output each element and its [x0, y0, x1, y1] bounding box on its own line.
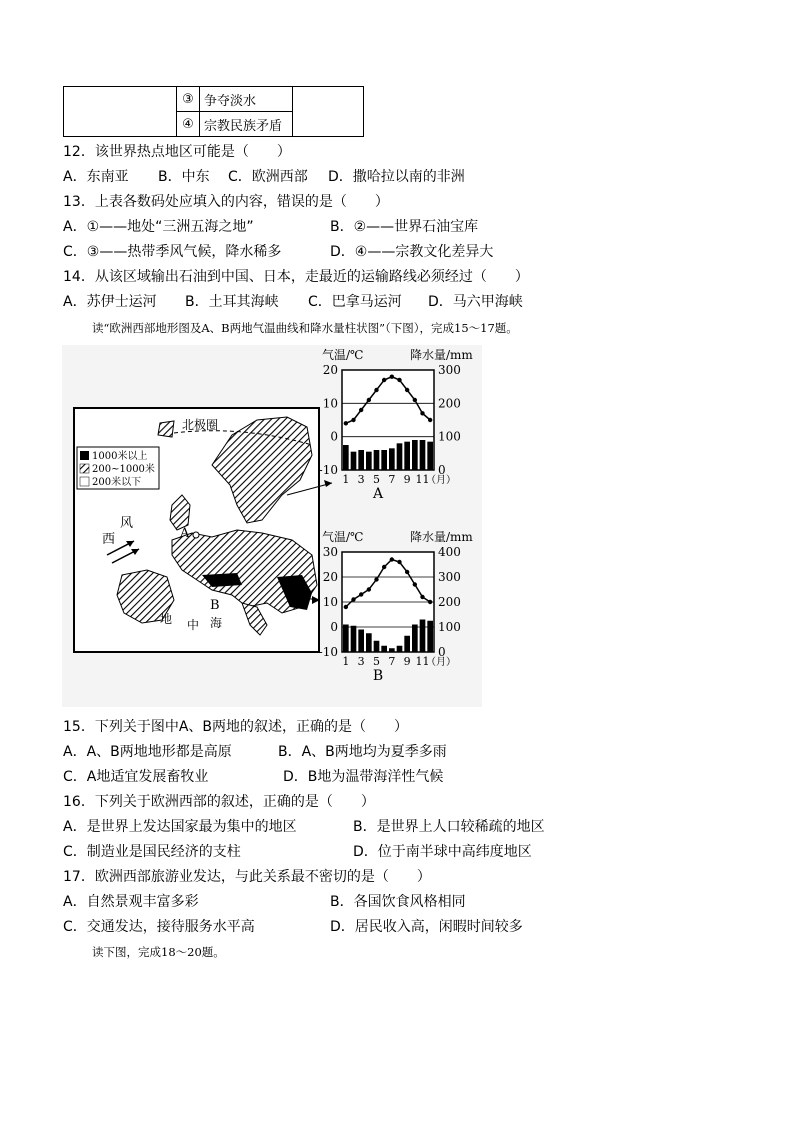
arctic-circle-label: 北极圈 — [182, 418, 219, 432]
chart-a-precip-bar — [351, 452, 357, 470]
hotspot-table — [63, 86, 364, 137]
chart-b-precip-bar — [374, 641, 380, 652]
chart-a-right-tick-label: 0 — [438, 463, 446, 477]
chart-a-precip-bar — [397, 443, 403, 470]
chart-a-x-tick-label: 11 — [415, 473, 430, 486]
option-16d: D．位于南半球中高纬度地区 — [353, 844, 532, 860]
chart-a-temp-point — [413, 398, 417, 402]
chart-a-precip-bar — [381, 450, 387, 470]
chart-a-temp-point — [374, 388, 378, 392]
chart-b-x-tick-label: 9 — [403, 655, 411, 668]
chart-b-left-tick-label: 20 — [322, 570, 338, 584]
sea-label-1: 地 — [160, 612, 173, 626]
chart-a-precip-bar — [412, 440, 418, 470]
chart-b-temp-point — [382, 565, 386, 569]
iceland-landmass — [158, 421, 174, 437]
option-15a: A．A、B两地地形都是高原 — [63, 744, 232, 760]
option-13c: C．③——热带季风气候，降水稀多 — [63, 244, 282, 260]
chart-b-left-tick-label: -10 — [318, 645, 338, 659]
wind-label-2: 西 — [102, 532, 116, 547]
chart-b-precip-bar — [427, 621, 433, 652]
chart-b-temp-point — [397, 560, 401, 564]
chart-a-left-tick-label: 0 — [330, 429, 338, 444]
chart-a-precip-bar — [427, 442, 433, 470]
question-14-stem: 14．从该区域输出石油到中国、日本，走最近的运输路线必须经过（ ） — [63, 269, 529, 285]
question-13-stem: 13．上表各数码处应填入的内容，错误的是（ ） — [63, 194, 389, 210]
option-16a: A．是世界上发达国家最为集中的地区 — [63, 819, 297, 835]
chart-b-precip-bar — [420, 620, 426, 653]
chart-a-ylabel-left: 气温/℃ — [322, 348, 364, 362]
chart-a-precip-bar — [358, 450, 364, 470]
wind-label-1: 风 — [120, 516, 134, 531]
table-cell-text: 宗教民族矛盾 — [200, 112, 293, 137]
chart-b-precip-bar — [366, 633, 372, 652]
chart-b-temp-point — [428, 600, 432, 604]
chart-a-temp-point — [382, 378, 386, 382]
chart-a-right-tick-label: 300 — [438, 363, 461, 377]
chart-a-x-tick-label: 5 — [373, 473, 380, 486]
chart-a-temp-point — [405, 388, 409, 392]
option-16b: B．是世界上人口较稀疏的地区 — [353, 819, 545, 835]
legend-label-mid: 200~1000米 — [92, 464, 155, 475]
legend-label-low: 200米以下 — [92, 477, 142, 488]
chart-b-precip-bar — [351, 626, 357, 652]
chart-a-temp-point — [420, 411, 424, 415]
chart-a-right-tick-label: 200 — [438, 396, 461, 411]
chart-b-temp-point — [405, 570, 409, 574]
option-12d: D．撒哈拉以南的非洲 — [328, 169, 465, 185]
chart-b-temp-point — [420, 595, 424, 599]
chart-a-temp-point — [359, 408, 363, 412]
chart-a-left-tick-label: 10 — [322, 396, 338, 411]
option-15d: D．B地为温带海洋性气候 — [283, 769, 444, 785]
chart-b-left-tick-label: 10 — [322, 595, 338, 609]
chart-a-temp-point — [351, 418, 355, 422]
option-14c: C．巴拿马运河 — [308, 294, 402, 310]
chart-a-precip-bar — [404, 442, 410, 470]
chart-b-temp-point — [351, 597, 355, 601]
chart-b-x-tick-label: 11 — [415, 655, 430, 668]
legend-swatch-high — [80, 451, 89, 460]
reading-intro-18-20: 读下图，完成18～20题。 — [92, 945, 225, 959]
option-13b: B．②——世界石油宝库 — [330, 219, 479, 235]
chart-b-right-tick-label: 200 — [438, 595, 461, 609]
chart-b-left-tick-label: 0 — [330, 620, 338, 634]
chart-b-right-tick-label: 0 — [438, 645, 446, 659]
chart-b-precip-bar — [381, 646, 387, 652]
question-17-stem: 17．欧洲西部旅游业发达，与此关系最不密切的是（ ） — [63, 869, 431, 885]
chart-a-x-tick-label: 3 — [357, 473, 365, 486]
sea-label-3: 海 — [210, 616, 223, 630]
option-13a: A．①——地处“三洲五海之地” — [63, 219, 254, 235]
reading-intro-15-17: 读“欧洲西部地形图及A、B两地气温曲线和降水量柱状图”（下图），完成15～17题。 — [92, 321, 518, 335]
europe-figure — [62, 345, 482, 707]
option-13d: D．④——宗教文化差异大 — [330, 244, 494, 260]
chart-a-x-tick-label: 1 — [342, 473, 350, 486]
chart-b-temp-point — [359, 592, 363, 596]
chart-b-temp-point — [374, 577, 378, 581]
map-point-b-label: B — [210, 598, 220, 613]
legend-label-high: 1000米以上 — [92, 451, 148, 462]
chart-b-temp-point — [367, 587, 371, 591]
chart-b-precip-bar — [404, 636, 410, 652]
option-14b: B．土耳其海峡 — [185, 294, 279, 310]
map-point-a-label: A — [180, 526, 190, 541]
legend-swatch-mid — [80, 464, 89, 473]
legend-swatch-low — [80, 477, 89, 486]
chart-b-x-tick-label: 1 — [342, 655, 350, 668]
chart-b-left-tick-label: 30 — [322, 545, 338, 559]
option-12b: B．中东 — [158, 169, 210, 185]
chart-a-precip-bar — [389, 448, 395, 470]
chart-a-x-tick-label: 7 — [388, 473, 396, 486]
chart-a-left-tick-label: 20 — [322, 363, 338, 377]
chart-a-right-tick-label: 100 — [438, 429, 461, 444]
chart-b-precip-bar — [397, 646, 403, 652]
chart-a-temp-point — [397, 378, 401, 382]
chart-b-precip-bar — [389, 648, 395, 652]
option-17c: C．交通发达，接待服务水平高 — [63, 919, 255, 935]
option-17d: D．居民收入高，闲暇时间较多 — [330, 919, 523, 935]
chart-b-temp-point — [344, 605, 348, 609]
option-12c: C．欧洲西部 — [228, 169, 308, 185]
chart-a-x-unit: （月） — [426, 475, 456, 486]
chart-a-precip-bar — [343, 445, 349, 470]
europe-map — [74, 408, 332, 652]
table-cell-blank — [293, 87, 364, 137]
question-15-stem: 15．下列关于图中A、B两地的叙述，正确的是（ ） — [63, 719, 408, 735]
chart-a-left-tick-label: -10 — [318, 463, 338, 477]
table-cell-text: 争夺淡水 — [200, 87, 293, 112]
table-row — [64, 87, 364, 112]
chart-a-x-tick-label: 9 — [403, 473, 411, 486]
chart-b-precip-bar — [358, 630, 364, 653]
chart-a-temp-point — [428, 418, 432, 422]
chart-b-ylabel-left: 气温/℃ — [322, 530, 364, 544]
chart-b-ylabel-right: 降水量/mm — [410, 530, 473, 544]
option-17a: A．自然景观丰富多彩 — [63, 894, 199, 910]
chart-b-right-tick-label: 100 — [438, 620, 461, 634]
chart-b-precip-bar — [412, 625, 418, 653]
sea-label-2: 中 — [187, 618, 200, 632]
table-cell-num: ③ — [177, 87, 200, 112]
chart-a-ylabel-right: 降水量/mm — [410, 348, 473, 362]
chart-b-right-tick-label: 400 — [438, 545, 461, 559]
chart-b-right-tick-label: 300 — [438, 570, 461, 584]
chart-b-x-unit: （月） — [426, 657, 456, 668]
option-15c: C．A地适宜发展畜牧业 — [63, 769, 209, 785]
chart-b-temp-point — [390, 557, 394, 561]
chart-a-precip-bar — [366, 452, 372, 470]
chart-a-temp-point — [390, 374, 394, 378]
chart-a-name: A — [372, 486, 384, 502]
option-16c: C．制造业是国民经济的支柱 — [63, 844, 241, 860]
option-15b: B．A、B两地均为夏季多雨 — [278, 744, 447, 760]
chart-b-x-tick-label: 3 — [357, 655, 365, 668]
chart-a-precip-bar — [420, 440, 426, 470]
option-17b: B．各国饮食风格相同 — [330, 894, 466, 910]
chart-b-x-tick-label: 5 — [373, 655, 380, 668]
question-16-stem: 16．下列关于欧洲西部的叙述，正确的是（ ） — [63, 794, 375, 810]
chart-b-precip-bar — [343, 625, 349, 653]
chart-b-x-tick-label: 7 — [388, 655, 396, 668]
chart-a-precip-bar — [374, 450, 380, 470]
map-legend — [77, 447, 159, 489]
chart-a-temp-point — [344, 421, 348, 425]
table-cell-blank — [64, 87, 177, 137]
table-cell-num: ④ — [177, 112, 200, 137]
chart-b-temp-point — [413, 582, 417, 586]
option-14a: A．苏伊士运河 — [63, 294, 157, 310]
chart-b-name: B — [372, 668, 384, 684]
chart-a-temp-point — [367, 398, 371, 402]
option-12a: A．东南亚 — [63, 169, 129, 185]
option-14d: D．马六甲海峡 — [428, 294, 523, 310]
question-12-stem: 12．该世界热点地区可能是（ ） — [63, 144, 291, 160]
